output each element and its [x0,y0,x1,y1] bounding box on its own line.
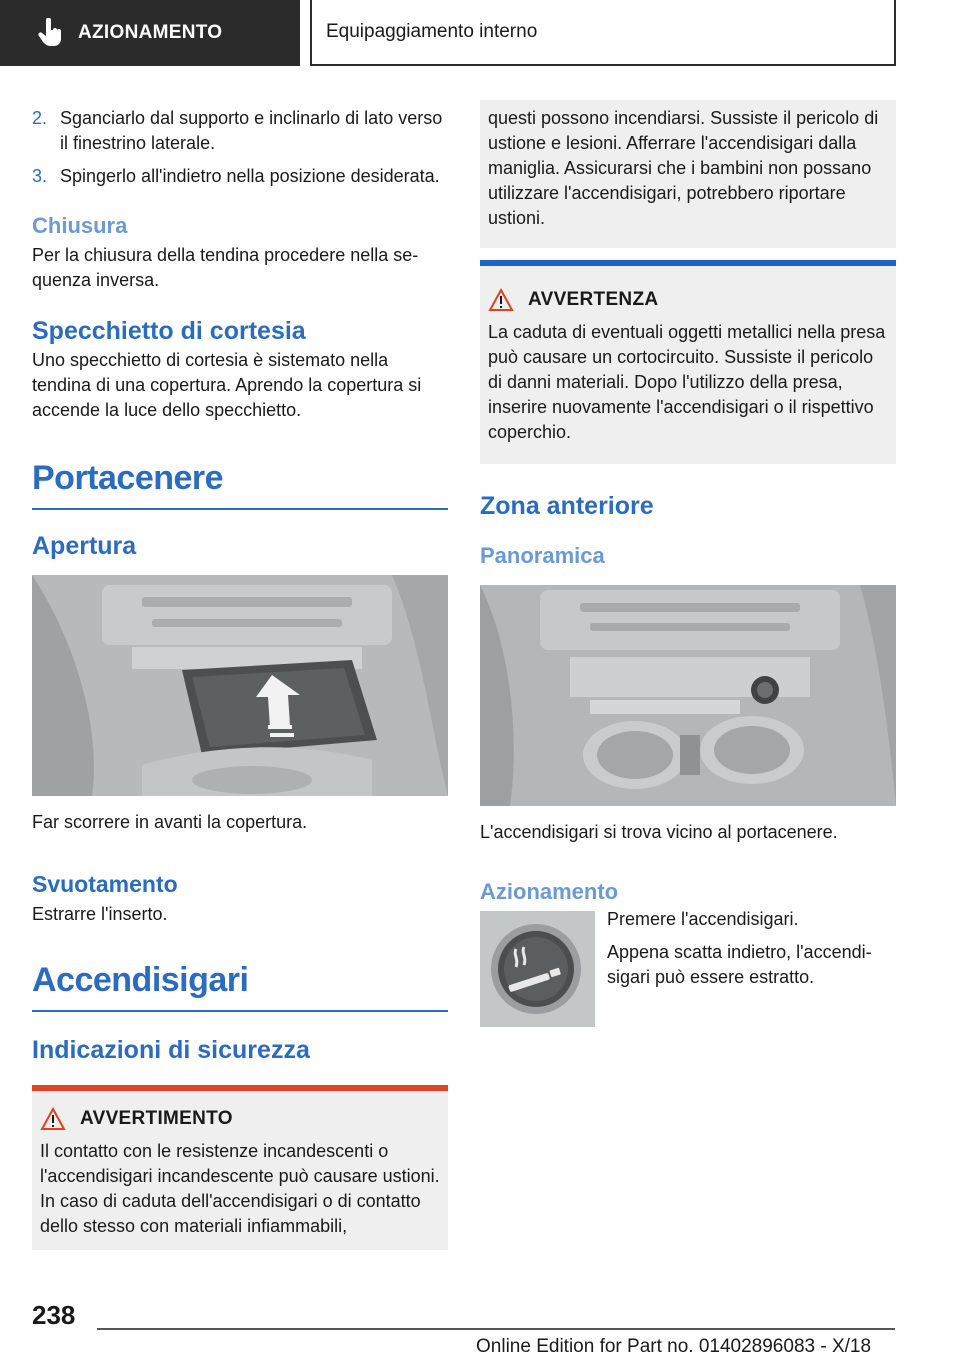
warning-label: AVVERTIMENTO [80,1108,233,1129]
heading-azionamento: Azionamento [480,879,619,904]
warning-continued [480,100,896,248]
warning-heading [32,1091,448,1131]
warning-box [32,1085,448,1250]
section-rule [32,1010,448,1012]
step-text: Sganciarlo dal supporto e inclinarlo di lato verso il finestrino laterale. [60,108,443,153]
heading-accendisigari: Accendisigari [32,961,249,999]
step-3 [32,164,448,189]
apertura-caption: Far scorrere in avanti la copertura. [32,812,308,832]
heading-svuotamento: Svuotamento [32,871,178,897]
footer-rule [97,1328,895,1330]
azionamento-text-1: Premere l'accendisigari. [607,909,799,929]
section-tab[interactable] [0,0,300,66]
heading-apertura: Apertura [32,532,137,560]
lighter-illustration [480,911,595,1027]
left-column [32,100,448,1250]
azionamento-text-group [607,907,896,1027]
heading-panoramica: Panoramica [480,543,605,568]
notice-label: AVVERTENZA [528,289,659,310]
ashtray-illustration [32,575,448,796]
chiusura-text: Per la chiusura della tendina procedere nella sequenza inversa. [32,245,419,290]
heading-specchietto: Specchietto di cortesia [32,317,306,345]
section-rule [32,508,448,510]
panoramica-caption: L'accendisigari si trova vicino al portacenere. [480,822,838,842]
edition-text: Online Edition for Part no. 01402896083 - X/18 [476,1336,872,1357]
heading-portacenere: Portacenere [32,459,224,497]
heading-zona-anteriore: Zona anteriore [480,492,654,520]
heading-chiusura: Chiusura [32,213,128,238]
step-text: Spingerlo all'indietro nella posizione desiderata. [60,166,440,186]
chapter-title: Equipaggiamento interno [310,0,896,66]
azionamento-text-2: Appena scatta indietro, l'accendisigari può essere estratto. [607,942,872,987]
notice-heading [480,266,896,312]
right-column [480,100,896,1027]
heading-sicurezza: Indicazioni di sicurezza [32,1036,310,1064]
warning-text: Il contatto con le resistenze incandescenti o l'accendisigari incandescente può causare ustioni. In caso di caduta dell'accendisigari o di contatto dello stesso con materiali infiammabili, [40,1141,440,1236]
section-label: AZIONAMENTO [78,22,223,43]
step-number: 3. [32,166,48,186]
notice-box [480,260,896,464]
step-2 [32,106,448,156]
front-console-illustration [480,585,896,806]
warning-triangle-icon [40,1107,66,1131]
hand-pointer-icon [38,18,64,48]
warning-continued-text: questi possono incendiarsi. Sussiste il pericolo di ustione e lesioni. Afferrare l'accendisigari dalla maniglia. Assicurarsi che i bambini non possano utilizzare l'accendisigari, potrebbero riportare ustioni. [488,108,879,228]
warning-triangle-icon [488,288,514,312]
page-number: 238 [32,1300,76,1330]
azionamento-block [480,911,896,1027]
notice-text: La caduta di eventuali oggetti metallici nella presa può causare un cortocircuito. Sussiste il pericolo di danni materiali. Dopo l'utilizzo della presa, inserire nuovamente l'accendisigari o il rispettivo coperchio. [488,322,886,442]
step-number: 2. [32,108,48,128]
specchietto-text: Uno specchietto di cortesia è sistemato nella tendina di una copertura. Aprendo la copertura si accende la luce dello specchietto. [32,350,422,420]
svuotamento-text: Estrarre l'inserto. [32,904,168,924]
